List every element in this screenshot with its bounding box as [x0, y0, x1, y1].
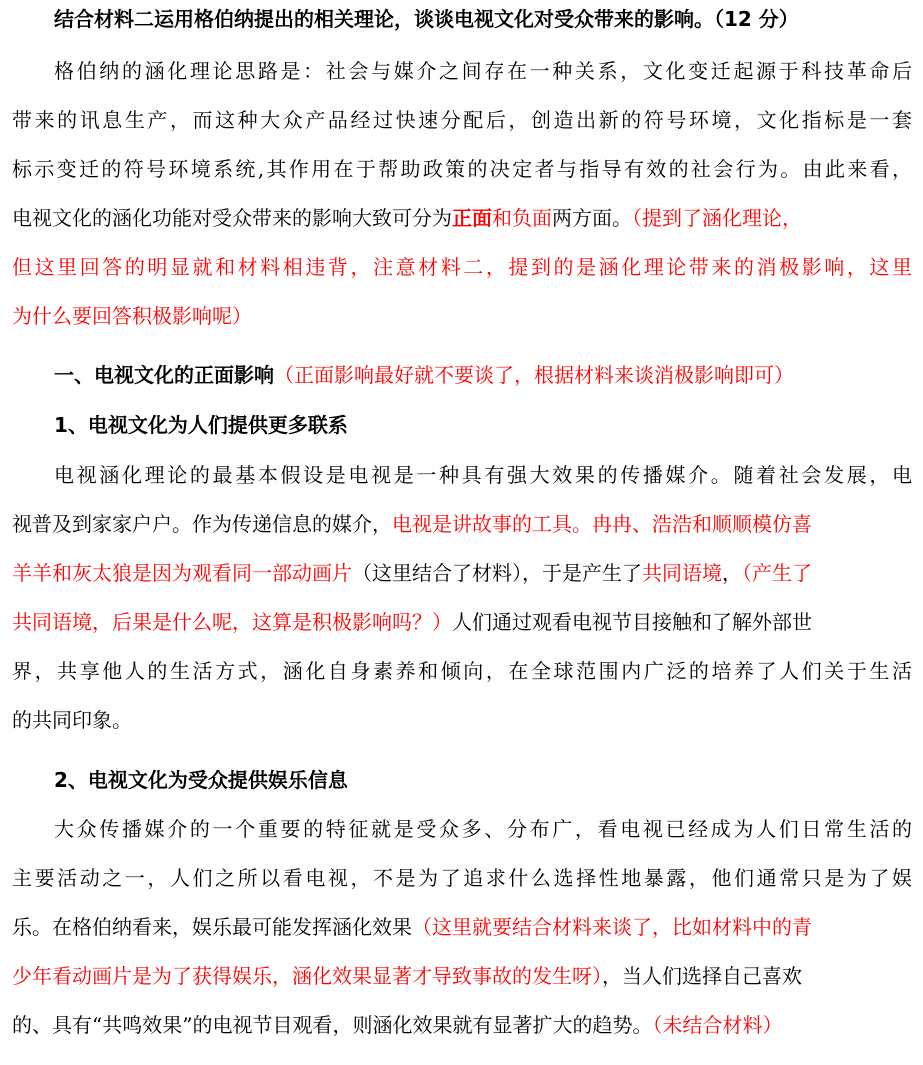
sub1-text: 人们通过观看电视节目接触和了解外部世 [452, 610, 812, 634]
section-1-heading: 一、电视文化的正面影响 [54, 363, 274, 387]
negative-highlight: 和负面 [492, 206, 552, 230]
sub2-text: 的、具有“共鸣效果”的电视节目观看，则涵化效果就有显著扩大的趋势。 [12, 1013, 653, 1037]
intro-text-end: 两方面。 [552, 206, 632, 230]
section-1-comment: （正面影响最好就不要谈了，根据材料来谈消极影响即可） [274, 363, 794, 387]
question-title: 结合材料二运用格伯纳提出的相关理论，谈谈电视文化对受众带来的影响。（12 分） [54, 7, 799, 31]
intro-text: 电视文化的涵化功能对受众带来的影响大致可分为 [12, 206, 452, 230]
sub1-line-2 [12, 509, 912, 539]
sub2-line-3 [12, 912, 912, 942]
sub2-text: 乐。在格伯纳看来，娱乐最可能发挥涵化效果 [12, 915, 412, 939]
review-comment: （提到了涵化理论， [632, 206, 802, 230]
sub1-review-comment: 共同语境，后果是什么呢，这算是积极影响吗？） [12, 610, 452, 634]
positive-highlight: 正面 [452, 206, 492, 230]
sub1-text: ，于是产生了 [522, 561, 642, 585]
sub1-red-text: 羊羊和灰太狼是因为观看同一部动画片 [12, 561, 352, 585]
sub2-line-5 [12, 1010, 912, 1040]
sub2-text: ，当人们选择自己喜欢 [602, 964, 802, 988]
sub1-line-3 [12, 558, 912, 588]
sub2-line-4 [12, 961, 912, 991]
intro-line-3: 标示变迁的符号环境系统,其作用在于帮助政策的决定者与指导有效的社会行为。由此来看， [12, 157, 912, 181]
review-comment-line-3: 为什么要回答积极影响呢） [12, 304, 252, 328]
sub1-line-4 [12, 607, 912, 637]
sub2-line-1: 大众传播媒介的一个重要的特征就是受众多、分布广，看电视已经成为人们日常生活的 [54, 817, 912, 841]
review-comment-line-2: 但这里回答的明显就和材料相违背，注意材料二，提到的是涵化理论带来的消极影响，这里 [12, 255, 912, 279]
sub2-review-comment: （未结合材料） [652, 1013, 783, 1037]
sub1-text: ， [722, 561, 742, 585]
intro-line-4 [12, 203, 912, 233]
sub1-line-5: 界，共享他人的生活方式，涵化自身素养和倾向，在全球范围内广泛的培养了人们关于生活 [12, 659, 912, 683]
shared-context-highlight: 共同语境 [642, 561, 722, 585]
section-1-heading-line [54, 360, 912, 390]
intro-line-2: 带来的讯息生产，而这种大众产品经过快速分配后，创造出新的符号环境，文化指标是一套 [12, 108, 912, 132]
sub1-line-6: 的共同印象。 [12, 708, 132, 732]
sub1-red-text: 电视是讲故事的工具。冉冉、浩浩和顺顺模仿喜 [392, 512, 812, 536]
sub2-review-comment: （这里就要结合材料来谈了，比如材料中的青 [412, 915, 812, 939]
sub1-comment: （这里结合了材料） [352, 561, 522, 585]
sub1-review-comment: （产生了 [742, 561, 812, 585]
sub2-line-2: 主要活动之一，人们之所以看电视，不是为了追求什么选择性地暴露，他们通常只是为了娱 [12, 866, 912, 890]
sub2-review-comment: 少年看动画片是为了获得娱乐，涵化效果显著才导致事故的发生呀） [12, 964, 602, 988]
sub1-text: 视普及到家家户户。作为传递信息的媒介， [12, 512, 392, 536]
sub1-line-1: 电视涵化理论的最基本假设是电视是一种具有强大效果的传播媒介。随着社会发展，电 [54, 463, 912, 487]
subsection-2-heading: 2、电视文化为受众提供娱乐信息 [54, 768, 348, 792]
intro-line-1: 格伯纳的涵化理论思路是：社会与媒介之间存在一种关系，文化变迁起源于科技革命后 [54, 59, 912, 83]
subsection-1-heading: 1、电视文化为人们提供更多联系 [54, 413, 348, 437]
